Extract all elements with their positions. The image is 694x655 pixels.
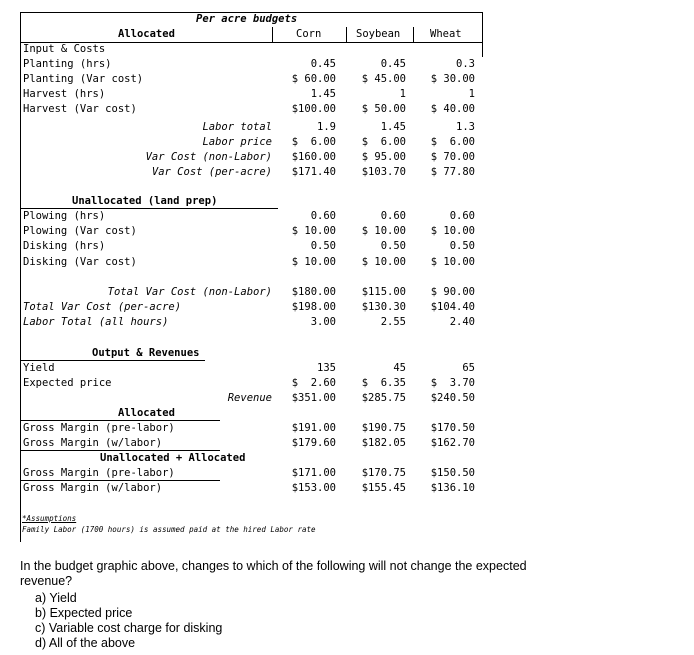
cell-soy: 0.60 — [380, 210, 406, 222]
row-label: Yield — [23, 362, 55, 374]
cell-corn: 0.60 — [310, 210, 336, 222]
cell-soy: $ 10.00 — [361, 256, 406, 268]
cell-soy: $130.30 — [361, 301, 406, 313]
column-wheat: Wheat — [430, 28, 462, 40]
cell-corn: $ 2.60 — [291, 377, 336, 389]
cell-soy: $155.45 — [361, 482, 406, 494]
table-row — [20, 466, 483, 481]
cell-wheat: 2.40 — [449, 316, 475, 328]
section-header-row — [20, 406, 483, 421]
option-a[interactable]: a) Yield — [35, 591, 77, 605]
row-label: Labor price — [202, 136, 272, 148]
table-row — [20, 224, 483, 239]
cell-soy: $285.75 — [361, 392, 406, 404]
header-row — [20, 27, 483, 42]
row-label: Gross Margin (pre-labor) — [23, 422, 175, 434]
cell-corn: $ 6.00 — [291, 136, 336, 148]
cell-corn: $171.00 — [291, 467, 336, 479]
cell-soy: 0.45 — [380, 58, 406, 70]
table-row — [20, 102, 483, 117]
cell-soy: $ 10.00 — [361, 225, 406, 237]
row-label: Disking (hrs) — [23, 240, 106, 252]
assumptions-title: *Assumptions — [22, 514, 77, 523]
option-b[interactable]: b) Expected price — [35, 606, 133, 620]
table-row — [20, 165, 483, 180]
cell-wheat: 0.3 — [456, 58, 475, 70]
cell-soy: $ 6.35 — [361, 377, 406, 389]
cell-corn: $153.00 — [291, 482, 336, 494]
row-label: Labor Total (all hours) — [23, 316, 169, 328]
table-row — [20, 239, 483, 254]
cell-wheat: $ 3.70 — [430, 377, 475, 389]
row-label: Unallocated (land prep) — [72, 195, 218, 207]
cell-wheat: $ 90.00 — [430, 286, 475, 298]
cell-wheat: 0.50 — [449, 240, 475, 252]
allocated-header: Allocated — [118, 28, 175, 40]
row-label: Revenue — [227, 392, 272, 404]
cell-wheat: $ 10.00 — [430, 256, 475, 268]
cell-corn: 1.45 — [310, 88, 336, 100]
section-header-row — [20, 346, 483, 361]
cell-wheat: 65 — [462, 362, 475, 374]
cell-corn: $ 10.00 — [291, 225, 336, 237]
cell-soy: $103.70 — [361, 166, 406, 178]
question-text: In the budget graphic above, changes to which of the following will not change the expected revenue? — [20, 559, 527, 588]
cell-corn: 3.00 — [310, 316, 336, 328]
table-row — [20, 391, 483, 406]
table-row — [20, 481, 483, 496]
table-row — [20, 436, 483, 451]
cell-soy: $182.05 — [361, 437, 406, 449]
cell-soy: 1.45 — [380, 121, 406, 133]
section-header-row — [20, 451, 483, 466]
cell-soy: $115.00 — [361, 286, 406, 298]
question-block — [20, 559, 580, 651]
cell-soy: 1 — [399, 88, 406, 100]
cell-wheat: 0.60 — [449, 210, 475, 222]
cell-corn: $351.00 — [291, 392, 336, 404]
cell-corn: 0.45 — [310, 58, 336, 70]
row-label: Var Cost (non-Labor) — [145, 151, 272, 163]
row-label: Plowing (Var cost) — [23, 225, 137, 237]
column-soybean: Soybean — [356, 28, 401, 40]
cell-wheat: $ 30.00 — [430, 73, 475, 85]
row-label: Labor total — [202, 121, 272, 133]
assumptions-note — [22, 513, 316, 535]
cell-corn: $198.00 — [291, 301, 336, 313]
row-label: Input & Costs — [23, 43, 106, 55]
table-row — [20, 57, 483, 72]
cell-wheat: $ 70.00 — [430, 151, 475, 163]
cell-wheat: $162.70 — [430, 437, 475, 449]
row-label: Output & Revenues — [92, 347, 200, 359]
row-label: Expected price — [23, 377, 112, 389]
cell-corn: $179.60 — [291, 437, 336, 449]
cell-wheat: $ 6.00 — [430, 136, 475, 148]
cell-wheat: $ 77.80 — [430, 166, 475, 178]
table-row — [20, 421, 483, 436]
cell-corn: $180.00 — [291, 286, 336, 298]
cell-wheat: $170.50 — [430, 422, 475, 434]
row-label: Unallocated + Allocated — [100, 452, 246, 464]
row-label: Allocated — [118, 407, 175, 419]
row-label: Gross Margin (w/labor) — [23, 437, 163, 449]
cell-soy: $ 45.00 — [361, 73, 406, 85]
row-label: Planting (hrs) — [23, 58, 112, 70]
cell-soy: $190.75 — [361, 422, 406, 434]
cell-wheat: $150.50 — [430, 467, 475, 479]
cell-soy: $170.75 — [361, 467, 406, 479]
cell-soy: $ 6.00 — [361, 136, 406, 148]
cell-corn: $191.00 — [291, 422, 336, 434]
row-label: Plowing (hrs) — [23, 210, 106, 222]
table-row — [20, 361, 483, 376]
section-header-row — [20, 42, 483, 57]
table-row — [20, 376, 483, 391]
table-row — [20, 120, 483, 135]
table-row — [20, 285, 483, 300]
cell-corn: $100.00 — [291, 103, 336, 115]
cell-wheat: $240.50 — [430, 392, 475, 404]
section-header-row — [20, 194, 483, 209]
cell-soy: 2.55 — [380, 316, 406, 328]
table-row — [20, 87, 483, 102]
table-row — [20, 150, 483, 165]
cell-corn: 0.50 — [310, 240, 336, 252]
cell-wheat: $136.10 — [430, 482, 475, 494]
table-row — [20, 300, 483, 315]
cell-wheat: $ 10.00 — [430, 225, 475, 237]
cell-wheat: 1.3 — [456, 121, 475, 133]
cell-corn: $160.00 — [291, 151, 336, 163]
row-label: Gross Margin (w/labor) — [23, 482, 163, 494]
cell-soy: 45 — [393, 362, 406, 374]
option-c[interactable]: c) Variable cost charge for disking — [35, 621, 223, 635]
row-label: Total Var Cost (per-acre) — [23, 301, 182, 313]
answer-options — [20, 591, 580, 651]
row-label: Disking (Var cost) — [23, 256, 137, 268]
row-label: Harvest (Var cost) — [23, 103, 137, 115]
budget-title: Per acre budgets — [196, 13, 298, 25]
row-label: Gross Margin (pre-labor) — [23, 467, 175, 479]
cell-corn: $ 60.00 — [291, 73, 336, 85]
table-row — [20, 72, 483, 87]
cell-soy: $ 95.00 — [361, 151, 406, 163]
cell-corn: $ 10.00 — [291, 256, 336, 268]
cell-corn: 135 — [317, 362, 336, 374]
table-row — [20, 209, 483, 224]
assumptions-text: Family Labor (1700 hours) is assumed paid at the hired Labor rate — [22, 525, 316, 534]
cell-corn: 1.9 — [317, 121, 336, 133]
cell-wheat: $104.40 — [430, 301, 475, 313]
row-label: Planting (Var cost) — [23, 73, 144, 85]
title-row — [20, 12, 483, 27]
cell-corn: $171.40 — [291, 166, 336, 178]
cell-soy: 0.50 — [380, 240, 406, 252]
cell-wheat: $ 40.00 — [430, 103, 475, 115]
cell-soy: $ 50.00 — [361, 103, 406, 115]
row-label: Harvest (hrs) — [23, 88, 106, 100]
table-row — [20, 315, 483, 330]
table-row — [20, 135, 483, 150]
row-label: Total Var Cost (non-Labor) — [107, 286, 272, 298]
cell-wheat: 1 — [468, 88, 475, 100]
row-label: Var Cost (per-acre) — [151, 166, 272, 178]
column-corn: Corn — [296, 28, 322, 40]
table-row — [20, 255, 483, 270]
option-d[interactable]: d) All of the above — [35, 636, 136, 650]
